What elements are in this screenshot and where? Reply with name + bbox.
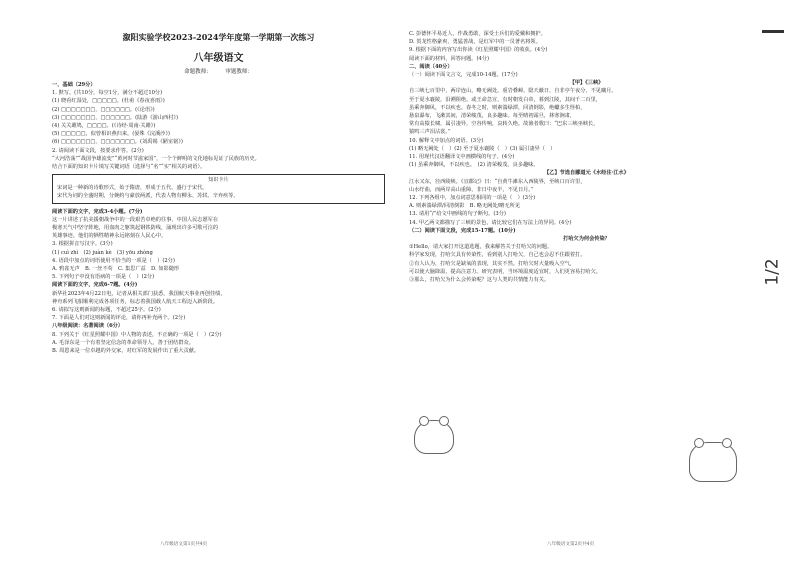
- question-line: 7. 下面是人们对这则新闻的评论，请你再补充两个。(2分): [52, 315, 186, 322]
- passage-line: 虽乘奔御风，不以疾也。春冬之时，则素湍绿潭，回清倒影，绝巘多生怪柏，: [409, 104, 586, 111]
- question-line: 4. 语段中加点的词语使用不恰当的一项是（ ）(2分): [52, 257, 175, 264]
- question-line: 2. 请阅读下面文段，按要求作答。(2分): [52, 147, 144, 154]
- section-heading: 二、阅读（40分）: [409, 63, 453, 70]
- passage-line: 神舟系列飞船顺利完成各项任务，标志着我国载人航天工程迈入新阶段。: [52, 298, 219, 305]
- exam-subject: 八年级语文: [193, 53, 244, 64]
- reading-instruction: 阅读下面的文字，完成3-4小题。(7分): [52, 208, 143, 215]
- exam-title: 溆阳实验学校2023-2024学年度第一学期第一次练习: [122, 32, 315, 42]
- exam-page-right: [397, 0, 794, 561]
- question-line: 12. 下列各组中，加点词意思相同的一项是（ ）(3分): [409, 195, 536, 202]
- option-line: C. 彭德怀平易近人，作战勇敢，深受士兵们的爱戴和拥护。: [409, 31, 546, 37]
- question-line: (1) 略无阙处（ ）(2) 至于夏水襄陵（ ）(3) 属引凄异（ ）: [409, 145, 556, 152]
- passage-line: 极寒天气中坚守阵地，用血肉之躯筑起钢铁防线，涌现出许多可歌可泣的: [52, 225, 219, 232]
- question-line: 11. 用现代汉语翻译文中画横线的句子。(4分): [409, 154, 515, 161]
- passage-line: 这一片讲述了抗美援朝战争中的一段艰苦卓绝的往事，中国人民志愿军在: [52, 216, 219, 223]
- question-line: (3) □□□□□□□，□□□□□□。(陆游《游山西村》): [52, 114, 179, 121]
- option-line: D. 贺龙性格豪爽，勇猛善战，是红军中的一员著名将领。: [409, 39, 541, 46]
- passage-line: 山水纡曲，而两岸高山重障，非日中夜半，不见日月。”: [409, 186, 534, 193]
- question-line: 1. 默写。(共10分，每空1分，满分不超过10分): [52, 90, 163, 97]
- question-line: 结合下面的知识卡片填写关键词语（选择与“名”“实”相关的词语）。: [52, 164, 206, 171]
- option-line: B. 周恩来是一位卓越的外交家，对红军的发展作出了重大贡献。: [52, 348, 200, 355]
- passage-title: 打哈欠为何会传染？: [563, 236, 610, 243]
- question-line: 8. 下列关于《红星照耀中国》中人物的表述，不正确的一项是（ ）(2分): [52, 331, 222, 338]
- question-line: (4) 关关雎鸠，□□□□。(《诗经·周南·关雎》): [52, 123, 156, 130]
- page-footer: 八年级语文第2页共4页: [547, 542, 595, 547]
- passage-title: 【甲】《三峡》: [569, 80, 604, 87]
- passage-line: ③那么，打哈欠为什么会传染呢？这与人类的共情能力有关。: [409, 277, 550, 284]
- reading-instruction: （二）阅读下面文段，完成15-17题。(10分): [409, 227, 516, 234]
- question-line: (5) □□□□□，似曾相识燕归来。(晏殊《浣溪沙》): [52, 131, 170, 138]
- reading-instruction: （一）阅读下面文言文，完成10-14题。(17分): [409, 72, 518, 79]
- question-line: (1) cuì zhì (2) juàn kè (3) yōu zhòng: [52, 249, 153, 256]
- passage-line: 可以使大脑降温，提高注意力。研究表明，当环境温度适宜时，人们更容易打哈欠。: [409, 268, 601, 275]
- passage-line: 至于夏水襄陵，沿溯阻绝。或王命急宣，有时朝发白帝，暮到江陵，其间千二百里，: [409, 96, 601, 103]
- section-heading: 一、基础（29分）: [52, 82, 96, 88]
- passage-line: ②有人认为，打哈欠是缺氧的表现，其实不然。打哈欠时大量吸入空气，: [409, 260, 576, 267]
- question-line: 14. 甲乙两文都描写了三峡的景色，请比较它们在写法上的异同。(4分): [409, 219, 572, 226]
- page-indicator: 1/2: [762, 258, 783, 286]
- option-line: A. 则素湍绿潭/回清倒影 B. 略无阙处/略无所见: [409, 203, 521, 210]
- knowledge-card-text: 宋代为词的全盛时期，分婉约与豪放两派，代表人物有柳永、苏轼、辛弃疾等。: [57, 193, 239, 200]
- question-line: “大河浩荡”“战国争雄流变”“黄河时节滋家国”，一个个鲜明的文化地标见证了民族的历史。: [52, 155, 260, 162]
- passage-line: 常有高猿长啸，属引凄异，空谷传响，哀转久绝。故渔者歌曰：“巴东三峡巫峡长，: [409, 121, 599, 128]
- question-line: (2) □□□□□□□，□□□□□□。(《论语》): [52, 106, 155, 113]
- bear-illustration: [414, 420, 454, 454]
- bear-illustration: [689, 442, 737, 482]
- question-line: 3. 根据拼音写汉字。(3分): [52, 241, 113, 248]
- knowledge-card-title: 知识卡片: [208, 177, 229, 184]
- section-heading: 八年级阅读：名著阅读（6分）: [52, 323, 124, 330]
- corner-mark: [762, 30, 784, 33]
- knowledge-card: [52, 174, 385, 203]
- question-line: 10. 解释文中加点的词语。(3分): [409, 137, 484, 144]
- passage-line: 江水又东，径西陵峡。《宜都记》曰：“自黄牛滩东入西陵界，至峡口百许里，: [409, 178, 586, 185]
- question-line: (6) □□□□□□□，□□□□□□□。(刘禹锡《陋室铭》): [52, 139, 183, 146]
- question-line: A. 鸦雀无声 B. 一丝不苟 C. 集思广益 D. 如影随形: [52, 266, 180, 273]
- option-line: A. 毛泽东是一个有着坚定信念的革命领导人，善于团结群众。: [52, 339, 194, 346]
- passage-line: 自三峡七百里中，两岸连山，略无阙处。重岩叠嶂，隐天蔽日，自非亭午夜分，不见曦月。: [409, 88, 617, 95]
- question-line: (1) 晓看红湿处，□□□□□。(杜甫《春夜喜雨》): [52, 98, 165, 105]
- passage-line: ①Hello，请大家打开这道选题，我来解答关于打哈欠的问题。: [409, 244, 553, 251]
- reading-instruction: 阅读下面的文字，完成6-7题。(4分): [52, 282, 138, 289]
- knowledge-card-text: 宋词是一种新的诗歌形式，始于隋唐，形成于五代，盛行于宋代。: [57, 185, 208, 192]
- question-line: 阅读下面的材料，回答问题。(4分): [409, 55, 489, 62]
- passage-line: 科学家发现，打哈欠具有传染性，看到别人打哈欠，自己也会忍不住跟着打。: [409, 252, 586, 259]
- page-footer: 八年级语文第1页共4页: [160, 542, 208, 547]
- question-line: 5. 下列句子中没有语病的一项是（ ）(2分): [52, 274, 155, 281]
- question-line: 13. 请用“/”给文中画线的句子断句。(3分): [409, 211, 506, 218]
- question-line: 6. 请拟写这则新闻的标题，不超过25字。(2分): [52, 307, 161, 314]
- exam-authors: 命题教师： 审题教师：: [184, 69, 253, 75]
- question-line: (1) 虽乘奔御风，不以疾也。 (2) 清荣峻茂，良多趣味。: [409, 162, 539, 169]
- passage-line: 悬泉瀑布，飞漱其间，清荣峻茂，良多趣味。每至晴初霜旦，林寒涧肃，: [409, 113, 576, 120]
- passage-line: 英雄事迹。他们的牺牲精神永远铭刻在人民心中。: [52, 233, 167, 240]
- passage-title: 【乙】节选自郦道元《水经注·江水》: [544, 170, 629, 177]
- question-line: 9. 根据下面的内容写出你读《红星照耀中国》的收获。(4分): [409, 47, 548, 54]
- passage-line: 猿鸣三声泪沾裳。”: [409, 129, 451, 136]
- passage-line: 新华社2023年4月22日电，记者从相关部门获悉，我国航天事业再创佳绩，: [52, 290, 226, 297]
